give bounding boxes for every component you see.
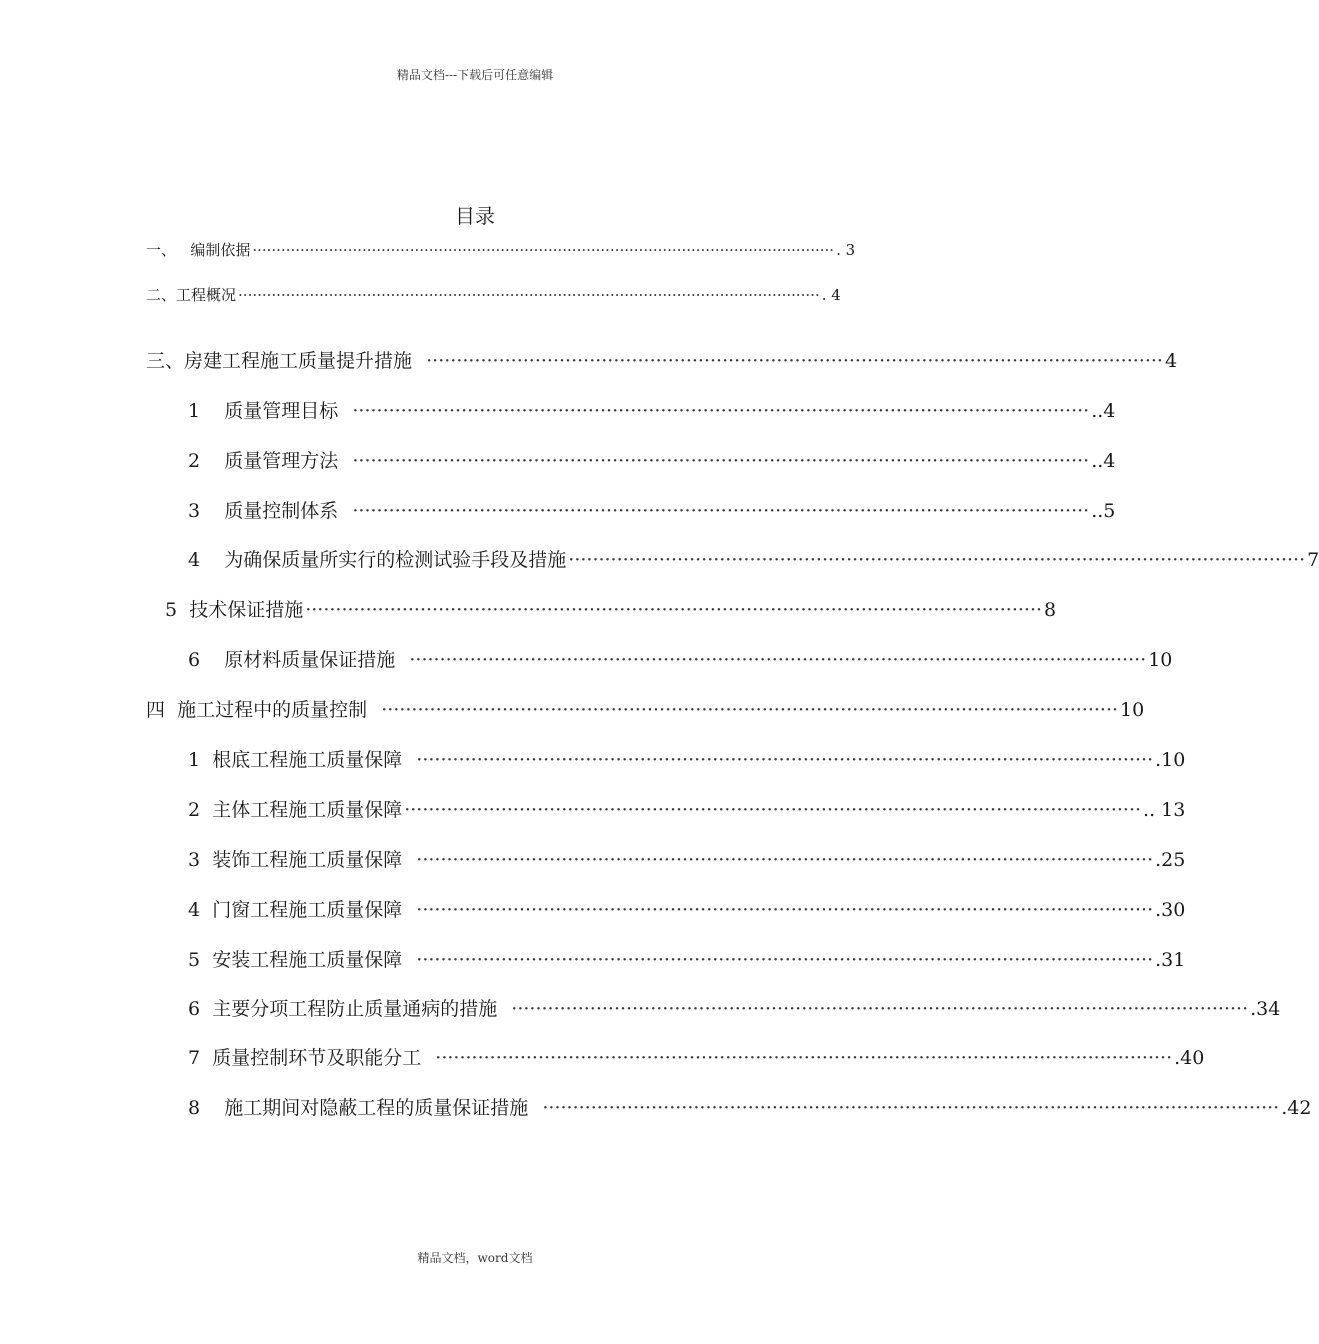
toc-entry-number: 6 (188, 998, 201, 1020)
toc-leader: ·························································································································· (352, 450, 1090, 472)
toc-entry-label: 施工过程中的质量控制 (177, 699, 368, 721)
toc-entry-page: 10 (1120, 699, 1145, 721)
toc-entry[interactable] (188, 397, 1116, 425)
toc-entry-page: . 3 (836, 241, 856, 259)
toc-entry-page: .31 (1155, 949, 1186, 971)
toc-entry-number: 3 (188, 849, 201, 871)
toc-entry-number: 6 (188, 649, 201, 671)
toc-entry-page: .10 (1155, 749, 1186, 771)
toc-entry-label: 主体工程施工质量保障 (212, 799, 403, 821)
toc-entry-label: 技术保证措施 (189, 599, 304, 621)
toc-entry-page: .34 (1250, 998, 1281, 1020)
toc-entry[interactable] (188, 946, 1186, 974)
toc-entry-page: 7 (1307, 549, 1319, 571)
toc-entry[interactable] (188, 1044, 1205, 1072)
toc-entry[interactable] (188, 846, 1186, 874)
toc-entry-label: 主要分项工程防止质量通病的措施 (212, 998, 498, 1020)
toc-entry-number: 8 (188, 1097, 201, 1119)
toc-leader: ·························································································································· (542, 1097, 1280, 1119)
toc-entry-page: ..4 (1091, 400, 1116, 422)
toc-leader: ·························································································································· (435, 1047, 1173, 1069)
toc-entry-page: ..5 (1091, 500, 1116, 522)
toc-entry-page: .. 13 (1143, 799, 1186, 821)
toc-entry-page: . 4 (821, 286, 841, 304)
toc-leader: ·························································································································· (511, 998, 1249, 1020)
toc-entry-label: 质量控制体系 (224, 500, 339, 522)
toc-entry[interactable] (188, 995, 1281, 1023)
toc-entry-page: .30 (1155, 899, 1186, 921)
toc-entry-number: 2 (188, 799, 201, 821)
toc-entry-label: 工程概况 (176, 286, 237, 304)
toc-leader: ·························································································································· (426, 350, 1163, 372)
toc-entry-label: 编制依据 (190, 241, 251, 259)
toc-leader: ·························································································································· (305, 599, 1043, 621)
toc-entry[interactable] (188, 646, 1173, 674)
toc-entry[interactable] (188, 896, 1186, 924)
toc-entry[interactable] (146, 281, 841, 309)
toc-leader: ·························································································································· (404, 799, 1142, 821)
toc-entry[interactable] (188, 796, 1186, 824)
toc-entry-label: 房建工程施工质量提升措施 (184, 350, 413, 372)
toc-leader: ·························································································································· (381, 699, 1119, 721)
page-footer: 精品文档，word文档 (417, 1251, 533, 1265)
toc-entry-number: 三、 (146, 350, 185, 372)
toc-leader: ·························································································································· (416, 749, 1154, 771)
toc-title: 目录 (455, 204, 495, 228)
toc-entry[interactable] (146, 696, 1145, 724)
toc-entry-number: 一、 (146, 241, 177, 259)
toc-entry-number: 4 (188, 899, 201, 921)
toc-entry-label: 施工期间对隐蔽工程的质量保证措施 (224, 1097, 529, 1119)
toc-entry-label: 安装工程施工质量保障 (212, 949, 403, 971)
toc-entry-page: .40 (1174, 1047, 1205, 1069)
toc-entry-number: 5 (188, 949, 201, 971)
toc-entry[interactable] (188, 746, 1186, 774)
toc-leader: ·························································································································· (352, 500, 1090, 522)
toc-entry-number: 1 (188, 400, 201, 422)
toc-entry-label: 根底工程施工质量保障 (212, 749, 403, 771)
toc-leader: ·························································································································· (352, 400, 1090, 422)
toc-leader: ·························································································································· (409, 649, 1147, 671)
toc-entry-label: 为确保质量所实行的检测试验手段及措施 (224, 549, 567, 571)
toc-leader: ·························································································································· (416, 899, 1154, 921)
toc-entry-label: 装饰工程施工质量保障 (212, 849, 403, 871)
toc-entry-page: 8 (1044, 599, 1057, 621)
toc-entry-number: 7 (188, 1047, 201, 1069)
toc-entry-page: .25 (1155, 849, 1186, 871)
toc-entry-page: .42 (1281, 1097, 1312, 1119)
toc-entry-page: ..4 (1091, 450, 1116, 472)
toc-entry-label: 门窗工程施工质量保障 (212, 899, 403, 921)
toc-entry[interactable] (146, 347, 1178, 375)
toc-entry-page: 10 (1148, 649, 1173, 671)
toc-entry[interactable] (188, 546, 1319, 574)
toc-entry[interactable] (188, 447, 1116, 475)
page-header: 精品文档---下载后可任意编辑 (396, 68, 554, 82)
toc-leader: ·························································································································· (568, 549, 1306, 571)
toc-entry-number: 2 (188, 450, 201, 472)
toc-entry-label: 质量管理目标 (224, 400, 339, 422)
toc-entry-number: 3 (188, 500, 201, 522)
toc-entry[interactable] (165, 596, 1057, 624)
toc-entry-label: 质量管理方法 (224, 450, 339, 472)
toc-entry-page: 4 (1164, 350, 1178, 372)
toc-entry-number: 二、 (146, 286, 177, 304)
toc-leader: ·························································································································· (416, 949, 1154, 971)
toc-entry-label: 质量控制环节及职能分工 (212, 1047, 422, 1069)
toc-entry[interactable] (146, 236, 856, 264)
toc-entry[interactable] (188, 497, 1116, 525)
toc-entry[interactable] (188, 1094, 1312, 1122)
toc-entry-label: 原材料质量保证措施 (224, 649, 396, 671)
toc-entry-number: 5 (165, 599, 178, 621)
toc-leader: ·························································································································· (252, 241, 835, 259)
toc-entry-number: 1 (188, 749, 201, 771)
toc-leader: ·························································································································· (238, 286, 820, 304)
toc-entry-number: 四 (146, 699, 166, 721)
toc-leader: ·························································································································· (416, 849, 1154, 871)
toc-entry-number: 4 (188, 549, 201, 571)
